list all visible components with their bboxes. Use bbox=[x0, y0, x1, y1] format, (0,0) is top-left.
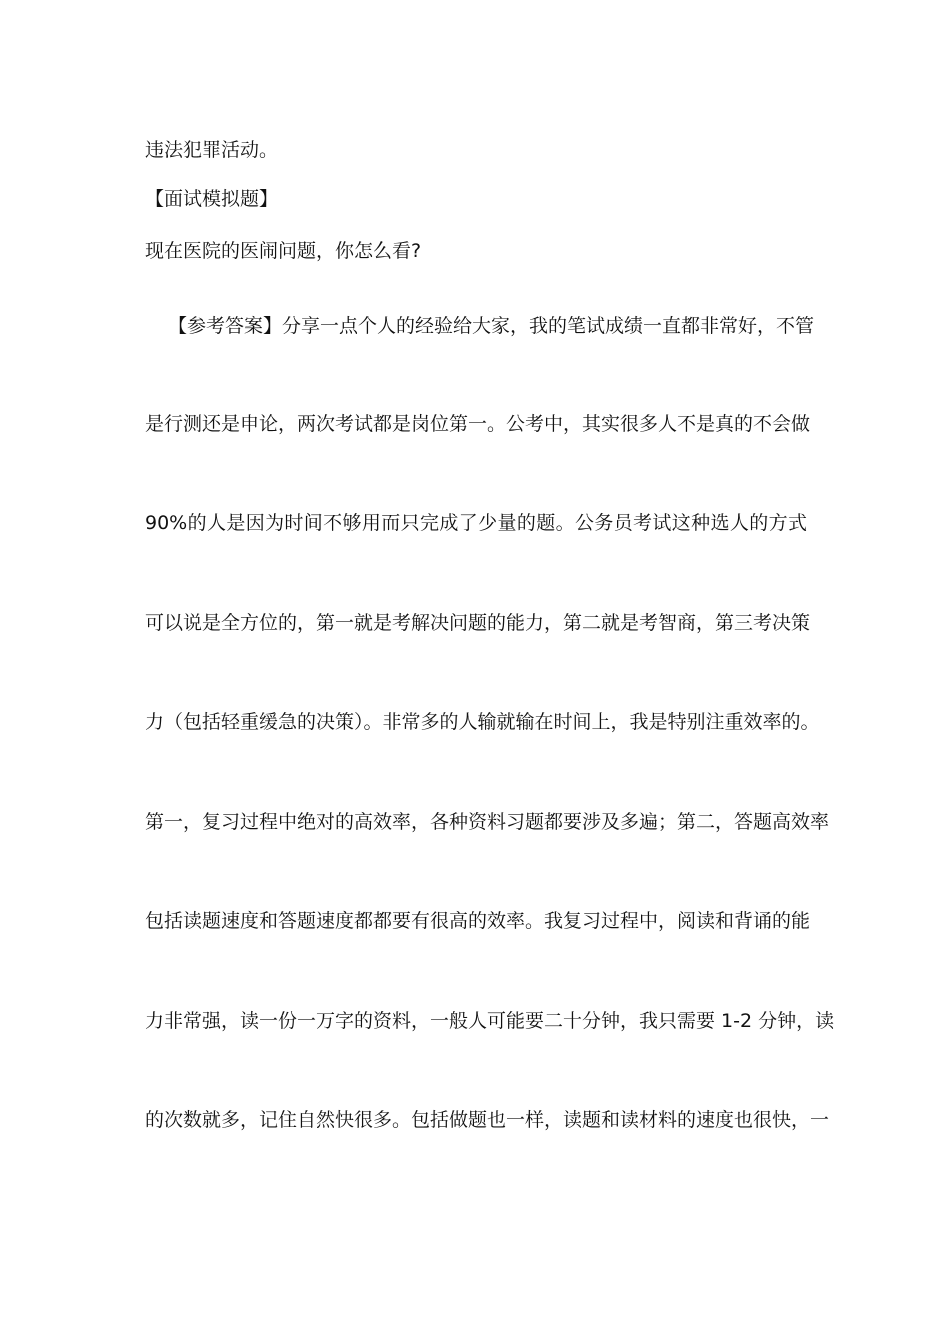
answer-line-4: 可以说是全方位的，第一就是考解决问题的能力，第二就是考智商，第三考决策 bbox=[145, 612, 811, 634]
answer-line-2: 是行测还是申论，两次考试都是岗位第一。公考中，其实很多人不是真的不会做 bbox=[145, 413, 811, 435]
answer-line-7: 包括读题速度和答题速度都都要有很高的效率。我复习过程中，阅读和背诵的能 bbox=[145, 910, 811, 932]
paragraph-line-1: 违法犯罪活动。 bbox=[145, 139, 279, 161]
answer-line-8: 力非常强，读一份一万字的资料，一般人可能要二十分钟，我只需要 1-2 分钟，读 bbox=[145, 1010, 835, 1032]
answer-line-1: 【参考答案】分享一点个人的经验给大家，我的笔试成绩一直都非常好，不管 bbox=[168, 315, 815, 337]
answer-line-5: 力（包括轻重缓急的决策）。非常多的人输就输在时间上，我是特别注重效率的。 bbox=[145, 711, 820, 733]
answer-line-9: 的次数就多，记住自然快很多。包括做题也一样，读题和读材料的速度也很快，一 bbox=[145, 1109, 830, 1131]
section-heading: 【面试模拟题】 bbox=[145, 188, 279, 210]
answer-line-6: 第一，复习过程中绝对的高效率，各种资料习题都要涉及多遍；第二，答题高效率 bbox=[145, 811, 830, 833]
answer-line-3: 90%的人是因为时间不够用而只完成了少量的题。公务员考试这种选人的方式 bbox=[145, 512, 807, 534]
question-text: 现在医院的医闹问题，你怎么看? bbox=[145, 240, 422, 262]
